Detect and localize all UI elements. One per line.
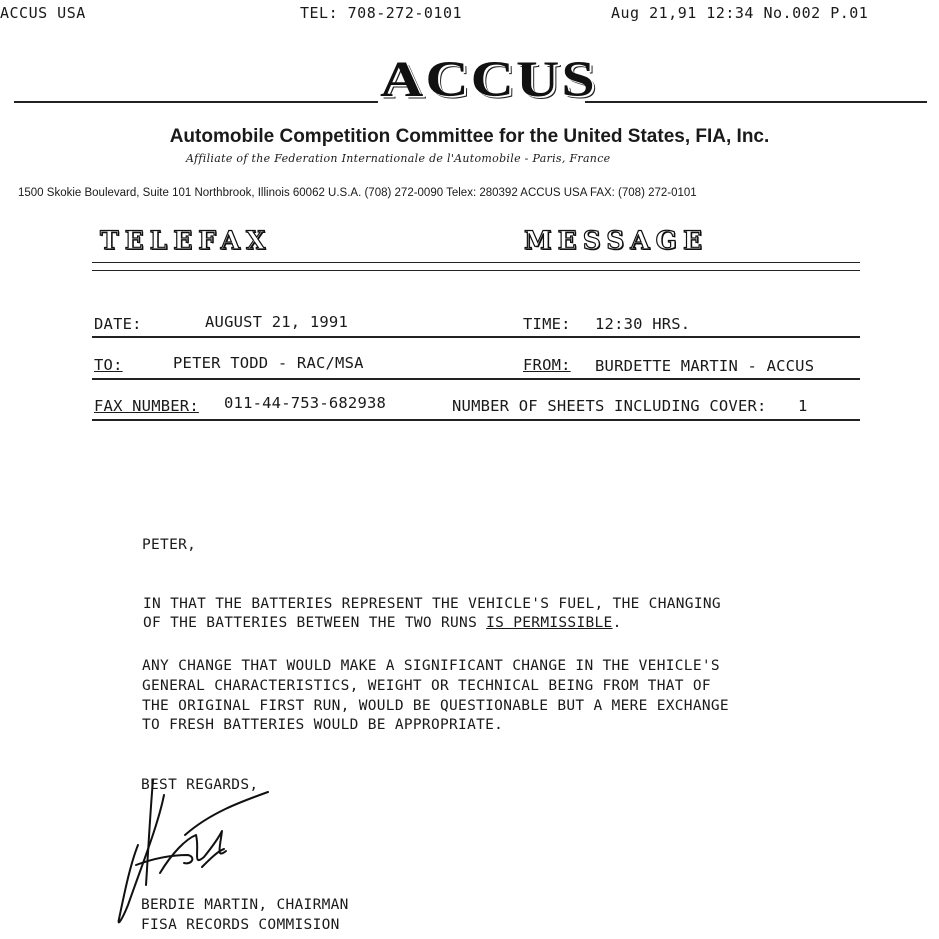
time-label: TIME: bbox=[523, 315, 571, 333]
title-telefax: TELEFAX bbox=[100, 226, 272, 255]
sheets-value: 1 bbox=[798, 397, 808, 415]
date-value: AUGUST 21, 1991 bbox=[205, 313, 348, 331]
fax-number-value: 011-44-753-682938 bbox=[224, 394, 387, 412]
logo-rule-left bbox=[14, 101, 378, 103]
address-line: 1500 Skokie Boulevard, Suite 101 Northbrook, Illinois 60062 U.S.A. (708) 272-0090 Telex: 280392 ACCUS USA FAX: (708) 272-0101 bbox=[18, 187, 697, 199]
fax-timestamp: Aug 21,91 12:34 No.002 P.01 bbox=[611, 4, 869, 22]
affiliation-line: Affiliate of the Federation Internationale de l'Automobile - Paris, France bbox=[186, 152, 611, 165]
date-label: DATE: bbox=[94, 315, 142, 333]
from-value: BURDETTE MARTIN - ACCUS bbox=[595, 357, 815, 375]
paragraph-1-line-2 bbox=[143, 615, 622, 631]
organization-name: Automobile Competition Committee for the United States, FIA, Inc. bbox=[169, 126, 770, 147]
date-row-rule bbox=[92, 336, 860, 338]
title-rule-bottom bbox=[92, 270, 860, 271]
title-message: MESSAGE bbox=[524, 226, 709, 255]
paragraph-2-line-3: THE ORIGINAL FIRST RUN, WOULD BE QUESTIONABLE BUT A MERE EXCHANGE bbox=[142, 698, 729, 714]
fax-row-rule bbox=[92, 419, 860, 421]
logo-rule-right bbox=[585, 101, 927, 103]
to-label: TO: bbox=[94, 356, 123, 374]
salutation: PETER, bbox=[142, 537, 197, 553]
signer-name: BERDIE MARTIN, CHAIRMAN bbox=[141, 897, 349, 913]
to-value: PETER TODD - RAC/MSA bbox=[173, 354, 364, 372]
paragraph-1-line-1: IN THAT THE BATTERIES REPRESENT THE VEHICLE'S FUEL, THE CHANGING bbox=[143, 596, 721, 612]
closing: BEST REGARDS, bbox=[141, 777, 259, 793]
p1-text: OF THE BATTERIES BETWEEN THE TWO RUNS bbox=[143, 615, 487, 631]
to-row-rule bbox=[92, 378, 860, 380]
title-rule-top bbox=[92, 262, 860, 263]
fax-sender-phone: TEL: 708-272-0101 bbox=[300, 4, 463, 22]
permissible-emphasis: IS PERMISSIBLE bbox=[486, 615, 613, 631]
accus-logo: ACCUS bbox=[380, 50, 597, 107]
p1-period: . bbox=[612, 615, 622, 631]
fax-sender-id: ACCUS USA bbox=[0, 4, 86, 22]
time-value: 12:30 HRS. bbox=[595, 315, 691, 333]
fax-number-label: FAX NUMBER: bbox=[94, 397, 199, 415]
signer-title: FISA RECORDS COMMISION bbox=[141, 917, 340, 933]
paragraph-2-line-4: TO FRESH BATTERIES WOULD BE APPROPRIATE. bbox=[142, 717, 504, 733]
paragraph-2-line-1: ANY CHANGE THAT WOULD MAKE A SIGNIFICANT CHANGE IN THE VEHICLE'S bbox=[142, 658, 720, 674]
sheets-label: NUMBER OF SHEETS INCLUDING COVER: bbox=[452, 397, 767, 415]
from-label: FROM: bbox=[523, 356, 571, 374]
paragraph-2-line-2: GENERAL CHARACTERISTICS, WEIGHT OR TECHNICAL BEING FROM THAT OF bbox=[142, 678, 711, 694]
